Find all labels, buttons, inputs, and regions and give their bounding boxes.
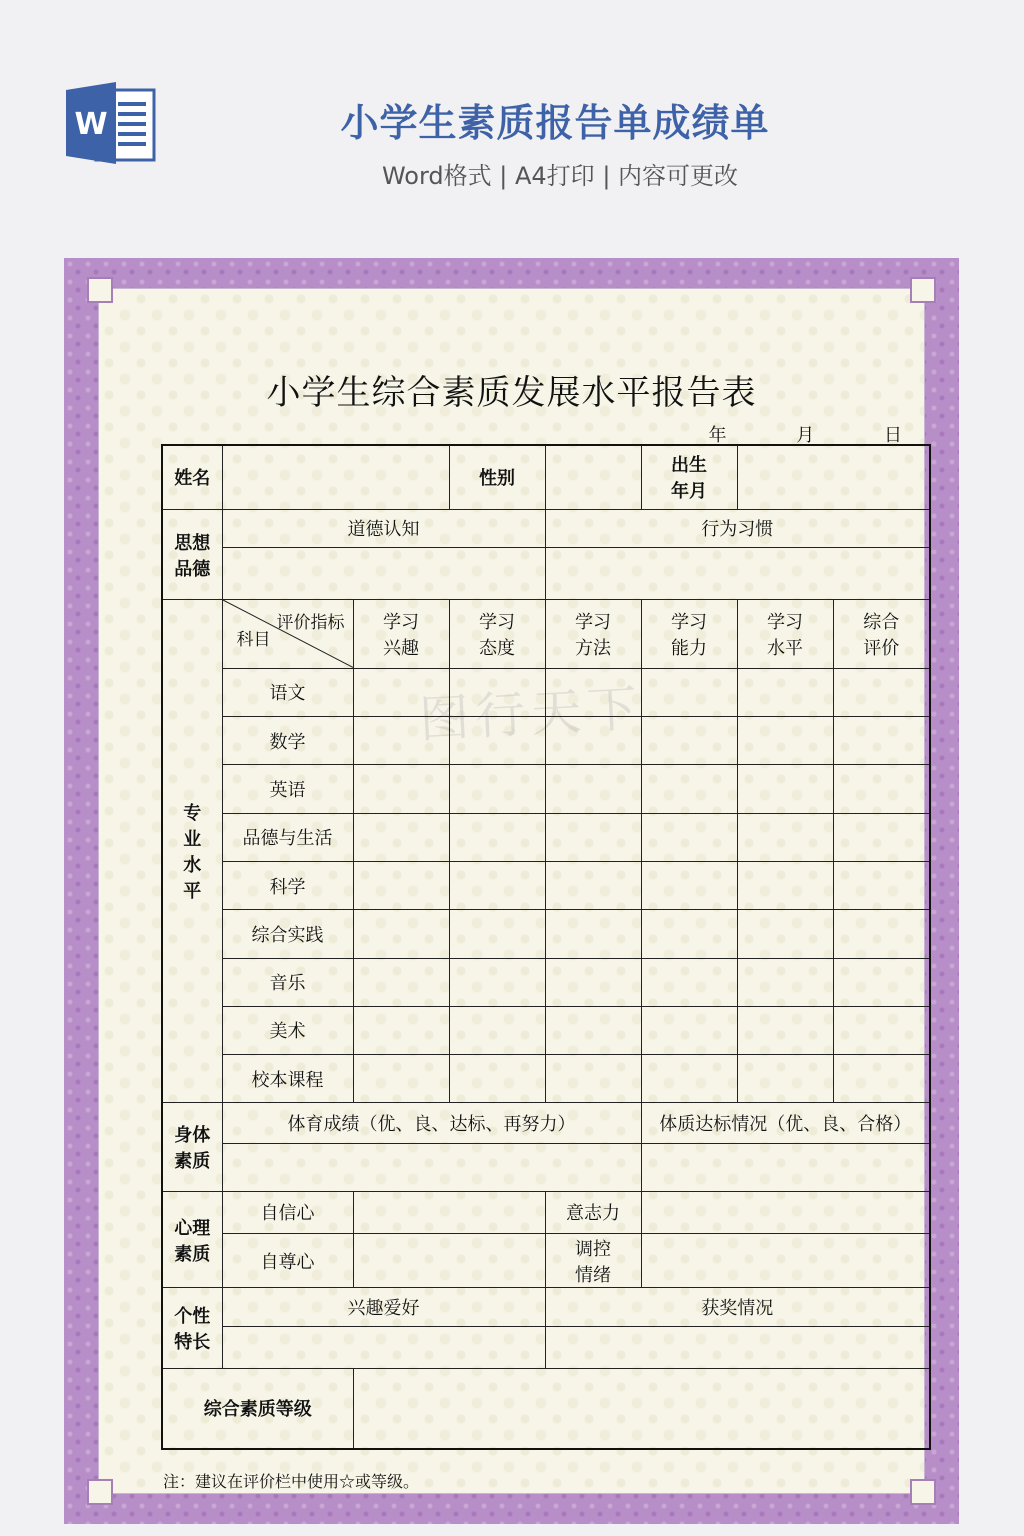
grade-cell[interactable] [737, 668, 833, 716]
name-label: 姓名 [162, 445, 222, 509]
subject-row [162, 861, 930, 909]
grade-cell[interactable] [353, 765, 449, 813]
grade-cell[interactable] [641, 861, 737, 909]
page-subtitle: Word格式 | A4打印 | 内容可更改 [381, 162, 739, 190]
subject-row [162, 813, 930, 861]
grade-cell[interactable] [545, 910, 641, 958]
grade-cell[interactable] [833, 958, 930, 1006]
willpower-field[interactable] [641, 1191, 930, 1233]
grade-cell[interactable] [353, 717, 449, 765]
overall-grade-label: 综合素质等级 [162, 1368, 353, 1449]
corner-ornament [87, 277, 113, 303]
grade-cell[interactable] [737, 1006, 833, 1054]
grade-cell[interactable] [641, 958, 737, 1006]
header-study-attitude: 学习 态度 [449, 600, 545, 668]
morality-label: 思想 品德 [162, 509, 222, 600]
awards-header: 获奖情况 [545, 1288, 930, 1326]
grade-cell[interactable] [737, 958, 833, 1006]
date-day-label: 日 [884, 425, 902, 446]
grade-cell[interactable] [833, 910, 930, 958]
grade-cell[interactable] [545, 1055, 641, 1103]
grade-cell[interactable] [641, 910, 737, 958]
personality-label: 个性 特长 [162, 1288, 222, 1368]
self-esteem-field[interactable] [353, 1234, 545, 1288]
subject-name: 科学 [222, 861, 353, 909]
overall-grade-field[interactable] [353, 1368, 930, 1449]
grade-cell[interactable] [737, 1055, 833, 1103]
grade-cell[interactable] [737, 765, 833, 813]
hobbies-field[interactable] [222, 1326, 545, 1368]
emotion-control-label: 调控 情绪 [545, 1234, 641, 1288]
grade-cell[interactable] [833, 717, 930, 765]
grade-cell[interactable] [449, 910, 545, 958]
subject-row [162, 765, 930, 813]
subject-row [162, 958, 930, 1006]
awards-field[interactable] [545, 1326, 930, 1368]
subject-row [162, 910, 930, 958]
grade-cell[interactable] [641, 668, 737, 716]
grade-cell[interactable] [353, 1055, 449, 1103]
diag-indicator-label: 评价指标 [276, 613, 345, 634]
subject-name: 综合实践 [222, 910, 353, 958]
subject-name: 美术 [222, 1006, 353, 1054]
subject-name: 数学 [222, 717, 353, 765]
grade-cell[interactable] [545, 813, 641, 861]
behavior-habit-header: 行为习惯 [545, 509, 930, 547]
grade-cell[interactable] [449, 668, 545, 716]
grade-cell[interactable] [545, 861, 641, 909]
self-confidence-label: 自信心 [222, 1191, 353, 1233]
diagonal-header-cell [222, 600, 353, 668]
svg-text:W: W [74, 107, 108, 142]
physical-label: 身体 素质 [162, 1103, 222, 1192]
name-field[interactable] [222, 445, 449, 509]
grade-cell[interactable] [353, 910, 449, 958]
subject-row [162, 717, 930, 765]
subject-row [162, 1055, 930, 1103]
document-title: 小学生综合素质发展水平报告表 [266, 373, 757, 413]
pe-score-header: 体育成绩（优、良、达标、再努力） [222, 1103, 641, 1143]
subject-row [162, 668, 930, 716]
grade-cell[interactable] [449, 958, 545, 1006]
date-month-label: 月 [796, 425, 815, 446]
grade-cell[interactable] [833, 813, 930, 861]
hobbies-header: 兴趣爱好 [222, 1288, 545, 1326]
subject-name: 语文 [222, 668, 353, 716]
grade-cell[interactable] [449, 1006, 545, 1054]
grade-cell[interactable] [641, 1006, 737, 1054]
grade-cell[interactable] [833, 668, 930, 716]
header-study-interest: 学习 兴趣 [353, 600, 449, 668]
birth-field[interactable] [737, 445, 930, 509]
fitness-standard-header: 体质达标情况（优、良、合格） [641, 1103, 930, 1143]
birth-label: 出生 年月 [641, 445, 737, 509]
grade-cell[interactable] [737, 861, 833, 909]
pe-score-field[interactable] [222, 1143, 641, 1191]
fitness-standard-field[interactable] [641, 1143, 930, 1191]
grade-cell[interactable] [449, 861, 545, 909]
psych-label: 心理 素质 [162, 1191, 222, 1288]
corner-ornament [87, 1479, 113, 1505]
report-form-table [161, 444, 931, 1450]
subject-row [162, 1006, 930, 1054]
date-year-label: 年 [708, 425, 727, 446]
emotion-control-field[interactable] [641, 1234, 930, 1288]
subject-name: 品德与生活 [222, 813, 353, 861]
moral-cognition-field[interactable] [222, 548, 545, 600]
grade-cell[interactable] [833, 1055, 930, 1103]
grade-cell[interactable] [641, 813, 737, 861]
certificate-frame [64, 258, 959, 1524]
grade-cell[interactable] [353, 668, 449, 716]
grade-cell[interactable] [449, 813, 545, 861]
willpower-label: 意志力 [545, 1191, 641, 1233]
grade-cell[interactable] [641, 1055, 737, 1103]
grade-cell[interactable] [833, 1006, 930, 1054]
subject-name: 音乐 [222, 958, 353, 1006]
grade-cell[interactable] [353, 813, 449, 861]
grade-cell[interactable] [353, 861, 449, 909]
gender-label: 性别 [449, 445, 545, 509]
grade-cell[interactable] [449, 717, 545, 765]
moral-cognition-header: 道德认知 [222, 509, 545, 547]
corner-ornament [910, 1479, 936, 1505]
grade-cell[interactable] [833, 861, 930, 909]
grade-cell[interactable] [833, 765, 930, 813]
behavior-habit-field[interactable] [545, 548, 930, 600]
footnote: 注：建议在评价栏中使用☆或等级。 [163, 1472, 420, 1491]
header-overall-eval: 综合 评价 [833, 600, 930, 668]
page-title: 小学生素质报告单成绩单 [340, 101, 770, 145]
grade-cell[interactable] [545, 1006, 641, 1054]
diag-subject-label: 科目 [236, 629, 271, 650]
certificate-paper [98, 288, 925, 1494]
grade-cell[interactable] [737, 910, 833, 958]
subject-name: 英语 [222, 765, 353, 813]
grade-cell[interactable] [353, 958, 449, 1006]
grade-cell[interactable] [449, 1055, 545, 1103]
grade-cell[interactable] [737, 813, 833, 861]
grade-cell[interactable] [545, 717, 641, 765]
self-confidence-field[interactable] [353, 1191, 545, 1233]
academic-level-label: 专 业 水 平 [162, 600, 222, 1103]
grade-cell[interactable] [641, 765, 737, 813]
grade-cell[interactable] [545, 668, 641, 716]
grade-cell[interactable] [737, 717, 833, 765]
corner-ornament [910, 277, 936, 303]
subject-name: 校本课程 [222, 1055, 353, 1103]
grade-cell[interactable] [353, 1006, 449, 1054]
self-esteem-label: 自尊心 [222, 1234, 353, 1288]
grade-cell[interactable] [641, 717, 737, 765]
grade-cell[interactable] [545, 958, 641, 1006]
gender-field[interactable] [545, 445, 641, 509]
header-study-method: 学习 方法 [545, 600, 641, 668]
watermark-logo: 图行天下 [417, 679, 645, 749]
grade-cell[interactable] [545, 765, 641, 813]
grade-cell[interactable] [449, 765, 545, 813]
header-study-ability: 学习 能力 [641, 600, 737, 668]
header-study-level: 学习 水平 [737, 600, 833, 668]
